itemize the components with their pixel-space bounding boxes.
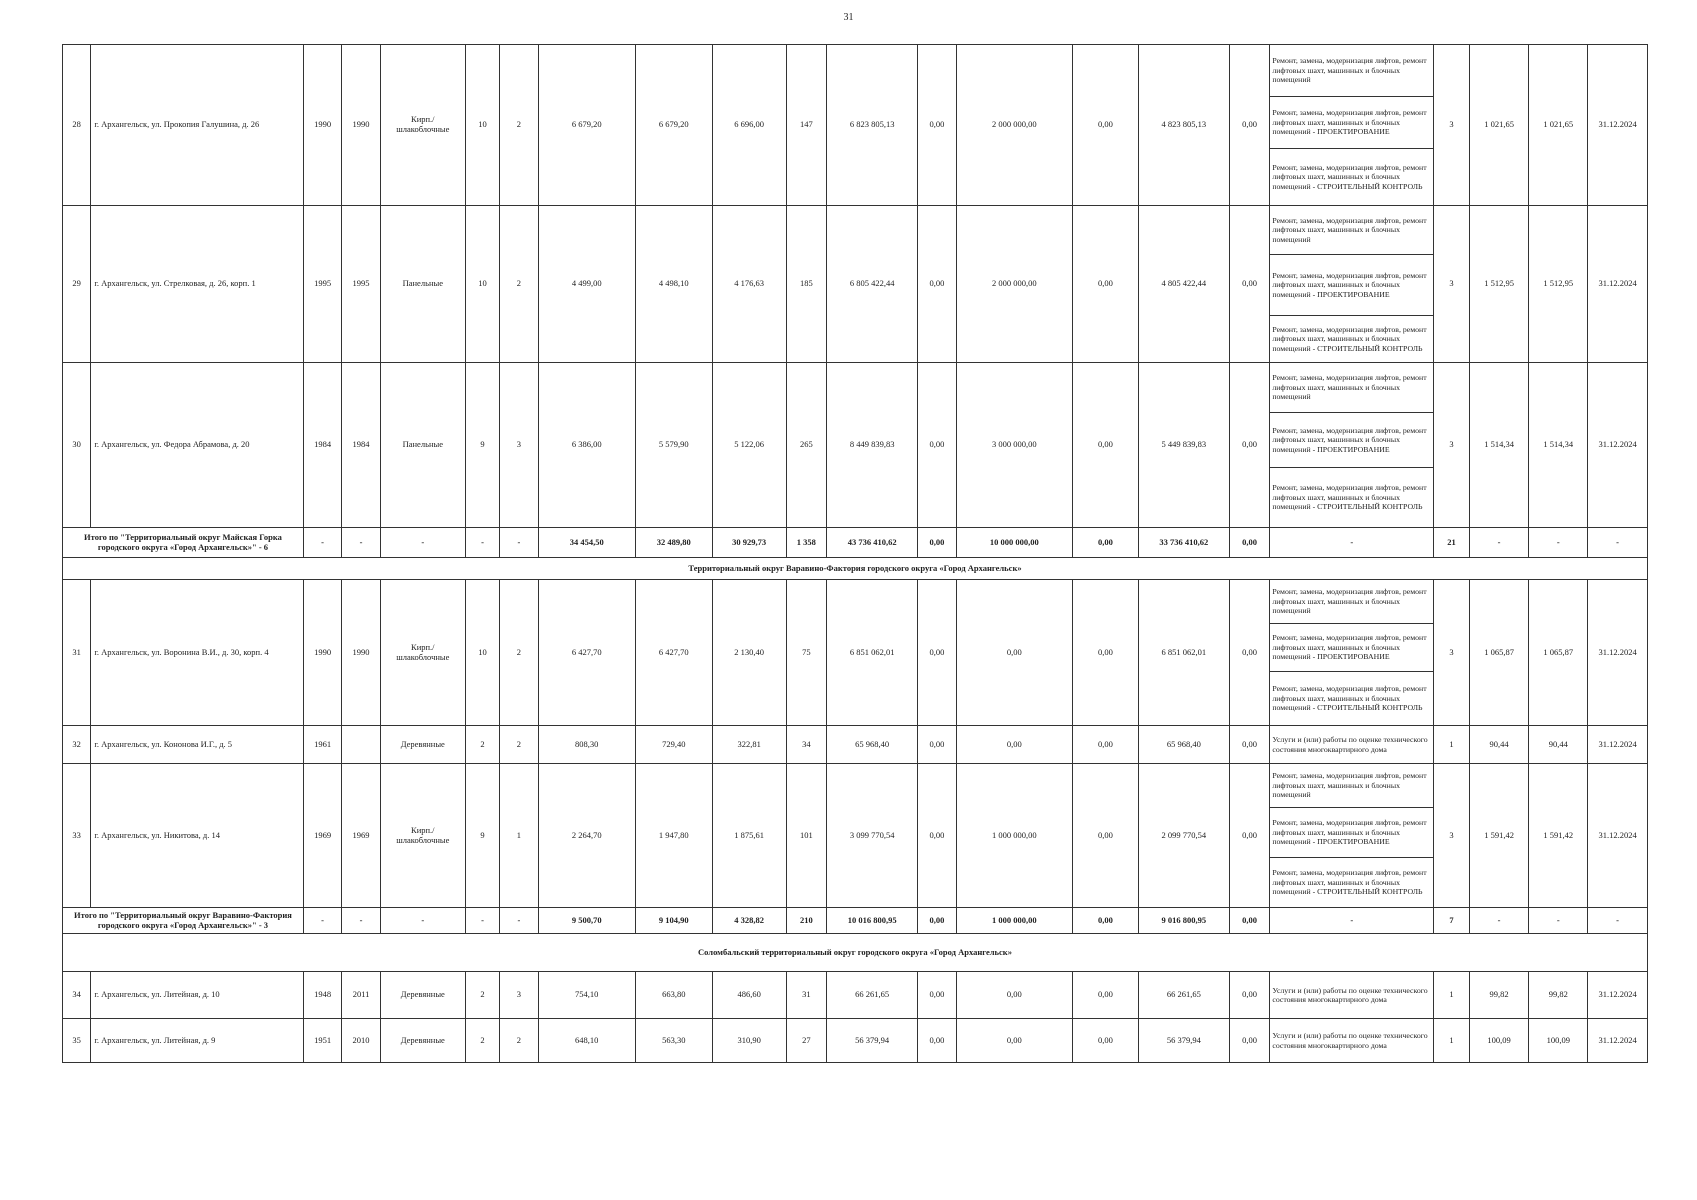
residents: 1 358 — [786, 528, 826, 558]
year-built: 1995 — [303, 206, 341, 363]
floors: 10 — [465, 45, 499, 206]
work-type: Ремонт, замена, модернизация лифтов, ремонт лифтовых шахт, машинных и блочных помещений - ПРОЕКТИРОВАНИЕ — [1270, 808, 1434, 858]
cost-local: 0,00 — [1073, 908, 1139, 934]
subtotal-row: Итого по "Территориальный округ Майская Горка городского округа «Город Архангельск»" - 6 - - - - - 34 454,50 32 489,80 30 929,73 1 358 43 736 410,62 0,00 10 000 000,00 0,00 33 736 410,62 0,00 - 21 - - - — [63, 528, 1648, 558]
cost-other: 0,00 — [1229, 45, 1269, 206]
cost-federal: 0,00 — [918, 528, 956, 558]
work-count: 3 — [1434, 206, 1469, 363]
premises-area: 1 947,80 — [635, 764, 712, 908]
address: г. Архангельск, ул. Литейная, д. 10 — [91, 972, 304, 1019]
unit-cost-limit: 99,82 — [1529, 972, 1588, 1019]
year-commissioned — [342, 726, 380, 764]
wall-material: Панельные — [380, 206, 465, 363]
row-number: 28 — [63, 45, 91, 206]
page-number: 31 — [843, 12, 854, 23]
work-type: Ремонт, замена, модернизация лифтов, ремонт лифтовых шахт, машинных и блочных помещений - СТРОИТЕЛЬНЫЙ КОНТРОЛЬ — [1270, 316, 1434, 363]
work-type: Ремонт, замена, модернизация лифтов, ремонт лифтовых шахт, машинных и блочных помещений - СТРОИТЕЛЬНЫЙ КОНТРОЛЬ — [1270, 468, 1434, 528]
work-type: Ремонт, замена, модернизация лифтов, ремонт лифтовых шахт, машинных и блочных помещений - СТРОИТЕЛЬНЫЙ КОНТРОЛЬ — [1270, 858, 1434, 908]
section-title: Территориальный округ Варавино-Фактория городского округа «Город Архангельск» — [63, 558, 1648, 580]
work-count: 3 — [1434, 580, 1469, 726]
residents: 31 — [786, 972, 826, 1019]
year-commissioned: 2011 — [342, 972, 380, 1019]
work-type: Ремонт, замена, модернизация лифтов, ремонт лифтовых шахт, машинных и блочных помещений — [1270, 206, 1434, 255]
cost-federal: 0,00 — [918, 206, 956, 363]
completion-date: 31.12.2024 — [1588, 726, 1648, 764]
unit-cost: 1 021,65 — [1469, 45, 1529, 206]
unit-cost-limit: 1 512,95 — [1529, 206, 1588, 363]
cost-other: 0,00 — [1229, 972, 1269, 1019]
total-cost: 43 736 410,62 — [827, 528, 918, 558]
address: г. Архангельск, ул. Прокопия Галушина, д. 26 — [91, 45, 304, 206]
work-type: Услуги и (или) работы по оценке технического состояния многоквартирного дома — [1270, 972, 1434, 1019]
cost-regional: 0,00 — [956, 1019, 1072, 1063]
table-row — [63, 580, 1648, 624]
completion-date: 31.12.2024 — [1588, 580, 1648, 726]
cost-other: 0,00 — [1229, 580, 1269, 726]
address: г. Архангельск, ул. Стрелковая, д. 26, корп. 1 — [91, 206, 304, 363]
unit-cost-limit: 1 065,87 — [1529, 580, 1588, 726]
residents: 27 — [786, 1019, 826, 1063]
premises-area: 563,30 — [635, 1019, 712, 1063]
total-cost: 6 851 062,01 — [827, 580, 918, 726]
unit-cost: 1 512,95 — [1469, 206, 1529, 363]
residential-area: 6 696,00 — [712, 45, 786, 206]
residential-area: 1 875,61 — [712, 764, 786, 908]
cost-other: 0,00 — [1229, 528, 1269, 558]
cost-owners: 65 968,40 — [1138, 726, 1229, 764]
total-area: 6 679,20 — [538, 45, 635, 206]
wall-material: Кирп./ шлакоблочные — [380, 45, 465, 206]
cost-local: 0,00 — [1073, 764, 1139, 908]
table-row — [63, 206, 1648, 255]
work-count: 1 — [1434, 972, 1469, 1019]
residents: 265 — [786, 363, 826, 528]
address: г. Архангельск, ул. Воронина В.И., д. 30, корп. 4 — [91, 580, 304, 726]
cost-owners: 4 823 805,13 — [1138, 45, 1229, 206]
total-cost: 65 968,40 — [827, 726, 918, 764]
floors: 2 — [465, 726, 499, 764]
unit-cost: 99,82 — [1469, 972, 1529, 1019]
subtotal-label: Итого по "Территориальный округ Майская Горка городского округа «Город Архангельск»" - 6 — [63, 528, 304, 558]
cost-local: 0,00 — [1073, 972, 1139, 1019]
entrances: 2 — [500, 45, 538, 206]
row-number: 34 — [63, 972, 91, 1019]
work-count: 3 — [1434, 363, 1469, 528]
cost-owners: 5 449 839,83 — [1138, 363, 1229, 528]
cost-other: 0,00 — [1229, 363, 1269, 528]
residents: 75 — [786, 580, 826, 726]
unit-cost-limit: 90,44 — [1529, 726, 1588, 764]
floors: 2 — [465, 1019, 499, 1063]
work-type: Ремонт, замена, модернизация лифтов, ремонт лифтовых шахт, машинных и блочных помещений — [1270, 45, 1434, 97]
floors: 10 — [465, 580, 499, 726]
year-built: 1961 — [303, 726, 341, 764]
year-commissioned: 1990 — [342, 580, 380, 726]
work-type: Ремонт, замена, модернизация лифтов, ремонт лифтовых шахт, машинных и блочных помещений — [1270, 363, 1434, 413]
cost-federal: 0,00 — [918, 972, 956, 1019]
cost-owners: 9 016 800,95 — [1138, 908, 1229, 934]
residents: 185 — [786, 206, 826, 363]
completion-date: 31.12.2024 — [1588, 363, 1648, 528]
residential-area: 322,81 — [712, 726, 786, 764]
entrances: 2 — [500, 206, 538, 363]
residential-area: 4 176,63 — [712, 206, 786, 363]
subtotal-row: Итого по "Территориальный округ Варавино-Фактория городского округа «Город Архангельск»" - 3 - - - - - 9 500,70 9 104,90 4 328,82 210 10 016 800,95 0,00 1 000 000,00 0,00 9 016 800,95 0,00 - 7 - - - — [63, 908, 1648, 934]
total-area: 4 499,00 — [538, 206, 635, 363]
entrances: 1 — [500, 764, 538, 908]
completion-date: 31.12.2024 — [1588, 972, 1648, 1019]
premises-area: 32 489,80 — [635, 528, 712, 558]
unit-cost-limit: 1 021,65 — [1529, 45, 1588, 206]
cost-other: 0,00 — [1229, 726, 1269, 764]
section-row — [63, 558, 1648, 580]
floors: 2 — [465, 972, 499, 1019]
address: г. Архангельск, ул. Литейная, д. 9 — [91, 1019, 304, 1063]
cost-owners: 56 379,94 — [1138, 1019, 1229, 1063]
premises-area: 9 104,90 — [635, 908, 712, 934]
residential-area: 310,90 — [712, 1019, 786, 1063]
cost-regional: 2 000 000,00 — [956, 206, 1072, 363]
table-row — [63, 45, 1648, 97]
cost-local: 0,00 — [1073, 528, 1139, 558]
residential-area: 486,60 — [712, 972, 786, 1019]
premises-area: 6 427,70 — [635, 580, 712, 726]
unit-cost: 1 065,87 — [1469, 580, 1529, 726]
cost-federal: 0,00 — [918, 908, 956, 934]
cost-other: 0,00 — [1229, 908, 1269, 934]
cost-other: 0,00 — [1229, 1019, 1269, 1063]
cost-regional: 0,00 — [956, 972, 1072, 1019]
cost-regional: 0,00 — [956, 726, 1072, 764]
year-commissioned: 1969 — [342, 764, 380, 908]
year-built: 1984 — [303, 363, 341, 528]
cost-federal: 0,00 — [918, 580, 956, 726]
row-number: 35 — [63, 1019, 91, 1063]
total-area: 9 500,70 — [538, 908, 635, 934]
entrances: 2 — [500, 580, 538, 726]
wall-material: Кирп./ шлакоблочные — [380, 764, 465, 908]
residents: 101 — [786, 764, 826, 908]
row-number: 29 — [63, 206, 91, 363]
floors: 10 — [465, 206, 499, 363]
year-built: 1969 — [303, 764, 341, 908]
work-type: Ремонт, замена, модернизация лифтов, ремонт лифтовых шахт, машинных и блочных помещений - ПРОЕКТИРОВАНИЕ — [1270, 624, 1434, 672]
row-number: 33 — [63, 764, 91, 908]
entrances: 3 — [500, 363, 538, 528]
entrances: 2 — [500, 726, 538, 764]
work-type: Услуги и (или) работы по оценке технического состояния многоквартирного дома — [1270, 726, 1434, 764]
cost-owners: 2 099 770,54 — [1138, 764, 1229, 908]
cost-owners: 66 261,65 — [1138, 972, 1229, 1019]
premises-area: 663,80 — [635, 972, 712, 1019]
entrances: 2 — [500, 1019, 538, 1063]
cost-local: 0,00 — [1073, 1019, 1139, 1063]
work-count: 1 — [1434, 726, 1469, 764]
unit-cost: 1 514,34 — [1469, 363, 1529, 528]
completion-date: 31.12.2024 — [1588, 206, 1648, 363]
table-row — [63, 1019, 1648, 1063]
residents: 210 — [786, 908, 826, 934]
work-type: Ремонт, замена, модернизация лифтов, ремонт лифтовых шахт, машинных и блочных помещений - СТРОИТЕЛЬНЫЙ КОНТРОЛЬ — [1270, 672, 1434, 726]
total-cost: 6 805 422,44 — [827, 206, 918, 363]
row-number: 30 — [63, 363, 91, 528]
cost-other: 0,00 — [1229, 206, 1269, 363]
row-number: 32 — [63, 726, 91, 764]
residents: 147 — [786, 45, 826, 206]
cost-regional: 1 000 000,00 — [956, 764, 1072, 908]
cost-federal: 0,00 — [918, 1019, 956, 1063]
capital-repair-table — [62, 44, 1648, 1063]
work-count: 7 — [1434, 908, 1469, 934]
work-type: Ремонт, замена, модернизация лифтов, ремонт лифтовых шахт, машинных и блочных помещений — [1270, 580, 1434, 624]
total-cost: 8 449 839,83 — [827, 363, 918, 528]
total-area: 6 386,00 — [538, 363, 635, 528]
residential-area: 2 130,40 — [712, 580, 786, 726]
year-built: 1948 — [303, 972, 341, 1019]
premises-area: 4 498,10 — [635, 206, 712, 363]
premises-area: 5 579,90 — [635, 363, 712, 528]
floors: 9 — [465, 764, 499, 908]
unit-cost: 100,09 — [1469, 1019, 1529, 1063]
total-area: 808,30 — [538, 726, 635, 764]
cost-federal: 0,00 — [918, 45, 956, 206]
total-cost: 56 379,94 — [827, 1019, 918, 1063]
residential-area: 5 122,06 — [712, 363, 786, 528]
cost-local: 0,00 — [1073, 580, 1139, 726]
completion-date: 31.12.2024 — [1588, 1019, 1648, 1063]
cost-federal: 0,00 — [918, 764, 956, 908]
cost-local: 0,00 — [1073, 206, 1139, 363]
year-built: 1990 — [303, 45, 341, 206]
work-type: Ремонт, замена, модернизация лифтов, ремонт лифтовых шахт, машинных и блочных помещений - ПРОЕКТИРОВАНИЕ — [1270, 255, 1434, 316]
year-commissioned: 2010 — [342, 1019, 380, 1063]
total-area: 754,10 — [538, 972, 635, 1019]
cost-federal: 0,00 — [918, 363, 956, 528]
cost-owners: 33 736 410,62 — [1138, 528, 1229, 558]
cost-regional: 10 000 000,00 — [956, 528, 1072, 558]
work-type: Услуги и (или) работы по оценке технического состояния многоквартирного дома — [1270, 1019, 1434, 1063]
cost-owners: 6 851 062,01 — [1138, 580, 1229, 726]
work-type: Ремонт, замена, модернизация лифтов, ремонт лифтовых шахт, машинных и блочных помещений - СТРОИТЕЛЬНЫЙ КОНТРОЛЬ — [1270, 149, 1434, 206]
work-count: 3 — [1434, 45, 1469, 206]
total-cost: 10 016 800,95 — [827, 908, 918, 934]
total-cost: 66 261,65 — [827, 972, 918, 1019]
cost-regional: 3 000 000,00 — [956, 363, 1072, 528]
total-cost: 6 823 805,13 — [827, 45, 918, 206]
cost-other: 0,00 — [1229, 764, 1269, 908]
cost-local: 0,00 — [1073, 363, 1139, 528]
work-count: 1 — [1434, 1019, 1469, 1063]
section-title: Соломбальский территориальный округ городского округа «Город Архангельск» — [63, 934, 1648, 972]
address: г. Архангельск, ул. Федора Абрамова, д. 20 — [91, 363, 304, 528]
unit-cost-limit: 1 514,34 — [1529, 363, 1588, 528]
cost-regional: 2 000 000,00 — [956, 45, 1072, 206]
premises-area: 6 679,20 — [635, 45, 712, 206]
total-area: 6 427,70 — [538, 580, 635, 726]
work-type: Ремонт, замена, модернизация лифтов, ремонт лифтовых шахт, машинных и блочных помещений - ПРОЕКТИРОВАНИЕ — [1270, 413, 1434, 468]
row-number: 31 — [63, 580, 91, 726]
address: г. Архангельск, ул. Никитова, д. 14 — [91, 764, 304, 908]
total-area: 34 454,50 — [538, 528, 635, 558]
year-built: 1990 — [303, 580, 341, 726]
cost-owners: 4 805 422,44 — [1138, 206, 1229, 363]
year-built: 1951 — [303, 1019, 341, 1063]
wall-material: Кирп./ шлакоблочные — [380, 580, 465, 726]
wall-material: Деревянные — [380, 1019, 465, 1063]
unit-cost: 90,44 — [1469, 726, 1529, 764]
section-row — [63, 934, 1648, 972]
residential-area: 4 328,82 — [712, 908, 786, 934]
subtotal-label: Итого по "Территориальный округ Варавино-Фактория городского округа «Город Архангельск»" - 3 — [63, 908, 304, 934]
completion-date: 31.12.2024 — [1588, 764, 1648, 908]
cost-regional: 0,00 — [956, 580, 1072, 726]
year-commissioned: 1995 — [342, 206, 380, 363]
work-count: 21 — [1434, 528, 1469, 558]
residents: 34 — [786, 726, 826, 764]
cost-federal: 0,00 — [918, 726, 956, 764]
work-type: Ремонт, замена, модернизация лифтов, ремонт лифтовых шахт, машинных и блочных помещений - ПРОЕКТИРОВАНИЕ — [1270, 97, 1434, 149]
total-area: 648,10 — [538, 1019, 635, 1063]
table-row — [63, 972, 1648, 1019]
unit-cost-limit: 100,09 — [1529, 1019, 1588, 1063]
table-row — [63, 363, 1648, 413]
wall-material: Деревянные — [380, 726, 465, 764]
work-count: 3 — [1434, 764, 1469, 908]
cost-local: 0,00 — [1073, 726, 1139, 764]
premises-area: 729,40 — [635, 726, 712, 764]
unit-cost-limit: 1 591,42 — [1529, 764, 1588, 908]
cost-local: 0,00 — [1073, 45, 1139, 206]
total-area: 2 264,70 — [538, 764, 635, 908]
cost-regional: 1 000 000,00 — [956, 908, 1072, 934]
floors: 9 — [465, 363, 499, 528]
year-commissioned: 1990 — [342, 45, 380, 206]
residential-area: 30 929,73 — [712, 528, 786, 558]
address: г. Архангельск, ул. Кононова И.Г., д. 5 — [91, 726, 304, 764]
wall-material: Деревянные — [380, 972, 465, 1019]
work-type: Ремонт, замена, модернизация лифтов, ремонт лифтовых шахт, машинных и блочных помещений — [1270, 764, 1434, 808]
year-commissioned: 1984 — [342, 363, 380, 528]
total-cost: 3 099 770,54 — [827, 764, 918, 908]
wall-material: Панельные — [380, 363, 465, 528]
unit-cost: 1 591,42 — [1469, 764, 1529, 908]
table-row — [63, 726, 1648, 764]
entrances: 3 — [500, 972, 538, 1019]
completion-date: 31.12.2024 — [1588, 45, 1648, 206]
table-row — [63, 764, 1648, 808]
